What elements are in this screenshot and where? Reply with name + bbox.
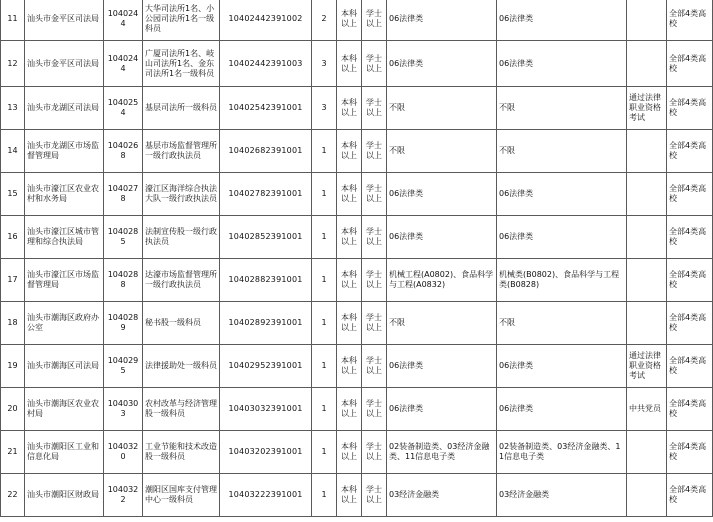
- major-grad-cell[interactable]: 06法律类: [497, 41, 627, 87]
- target-schools-cell[interactable]: 全部4类高校: [667, 388, 713, 431]
- position-code-cell[interactable]: 10403222391001: [220, 474, 312, 517]
- row-number-cell[interactable]: 19: [1, 345, 25, 388]
- row-number-cell[interactable]: 12: [1, 41, 25, 87]
- education-requirement-cell[interactable]: 本科以上: [337, 388, 362, 431]
- unit-code-cell[interactable]: 1040288: [104, 259, 143, 302]
- major-grad-cell[interactable]: 不限: [497, 87, 627, 130]
- hire-count-cell[interactable]: 2: [312, 0, 337, 41]
- row-number-cell[interactable]: 22: [1, 474, 25, 517]
- other-requirement-cell[interactable]: [627, 216, 667, 259]
- position-name-cell[interactable]: 广厦司法所1名、岐山司法所1名、金东司法所1名一级科员: [143, 41, 220, 87]
- major-undergrad-cell[interactable]: 不限: [387, 302, 497, 345]
- degree-requirement-cell[interactable]: 学士以上: [362, 259, 387, 302]
- hire-count-cell[interactable]: 3: [312, 41, 337, 87]
- unit-name-cell[interactable]: 汕头市潮海区政府办公室: [25, 302, 104, 345]
- target-schools-cell[interactable]: 全部4类高校: [667, 302, 713, 345]
- row-number-cell[interactable]: 11: [1, 0, 25, 41]
- degree-requirement-cell[interactable]: 学士以上: [362, 41, 387, 87]
- row-number-cell[interactable]: 14: [1, 130, 25, 173]
- major-grad-cell[interactable]: 06法律类: [497, 216, 627, 259]
- target-schools-cell[interactable]: 全部4类高校: [667, 345, 713, 388]
- unit-code-cell[interactable]: 1040254: [104, 87, 143, 130]
- target-schools-cell[interactable]: 全部4类高校: [667, 216, 713, 259]
- position-code-cell[interactable]: 10403032391001: [220, 388, 312, 431]
- unit-name-cell[interactable]: 汕头市金平区司法局: [25, 0, 104, 41]
- unit-code-cell[interactable]: 1040295: [104, 345, 143, 388]
- major-grad-cell[interactable]: 06法律类: [497, 388, 627, 431]
- hire-count-cell[interactable]: 3: [312, 87, 337, 130]
- unit-name-cell[interactable]: 汕头市潮阳区工业和信息化局: [25, 431, 104, 474]
- table-row: [1, 431, 713, 474]
- unit-name-cell[interactable]: 汕头市龙湖区司法局: [25, 87, 104, 130]
- position-code-cell[interactable]: 10402882391001: [220, 259, 312, 302]
- unit-code-cell[interactable]: 1040278: [104, 173, 143, 216]
- unit-name-cell[interactable]: 汕头市龙湖区市场监督管理局: [25, 130, 104, 173]
- target-schools-cell[interactable]: 全部4类高校: [667, 259, 713, 302]
- unit-name-cell[interactable]: 汕头市金平区司法局: [25, 41, 104, 87]
- position-code-cell[interactable]: 10403202391001: [220, 431, 312, 474]
- degree-requirement-cell[interactable]: 学士以上: [362, 388, 387, 431]
- major-grad-cell[interactable]: 不限: [497, 302, 627, 345]
- other-requirement-cell[interactable]: 通过法律职业资格考试: [627, 87, 667, 130]
- degree-requirement-cell[interactable]: 学士以上: [362, 216, 387, 259]
- position-code-cell[interactable]: 10402682391001: [220, 130, 312, 173]
- hire-count-cell[interactable]: 1: [312, 388, 337, 431]
- degree-requirement-cell[interactable]: 学士以上: [362, 474, 387, 517]
- position-name-cell[interactable]: 基层市场监督管理所一级行政执法员: [143, 130, 220, 173]
- table-row: [1, 302, 713, 345]
- position-name-cell[interactable]: 法制宣传股一级行政执法员: [143, 216, 220, 259]
- table-row: [1, 345, 713, 388]
- major-undergrad-cell[interactable]: 06法律类: [387, 41, 497, 87]
- education-requirement-cell[interactable]: 本科以上: [337, 0, 362, 41]
- education-requirement-cell[interactable]: 本科以上: [337, 345, 362, 388]
- unit-code-cell[interactable]: 1040244: [104, 41, 143, 87]
- table-row: [1, 216, 713, 259]
- unit-name-cell[interactable]: 汕头市濠江区城市管理和综合执法局: [25, 216, 104, 259]
- row-number-cell[interactable]: 16: [1, 216, 25, 259]
- major-grad-cell[interactable]: 06法律类: [497, 0, 627, 41]
- unit-name-cell[interactable]: 汕头市濠江区市场监督管理局: [25, 259, 104, 302]
- unit-code-cell[interactable]: 1040268: [104, 130, 143, 173]
- other-requirement-cell[interactable]: [627, 173, 667, 216]
- major-grad-cell[interactable]: 不限: [497, 130, 627, 173]
- education-requirement-cell[interactable]: 本科以上: [337, 41, 362, 87]
- major-undergrad-cell[interactable]: 06法律类: [387, 345, 497, 388]
- major-grad-cell[interactable]: 03经济金融类: [497, 474, 627, 517]
- degree-requirement-cell[interactable]: 学士以上: [362, 0, 387, 41]
- position-name-cell[interactable]: 农村改革与经济管理股一级科员: [143, 388, 220, 431]
- degree-requirement-cell[interactable]: 学士以上: [362, 87, 387, 130]
- row-number-cell[interactable]: 18: [1, 302, 25, 345]
- target-schools-cell[interactable]: 全部4类高校: [667, 173, 713, 216]
- target-schools-cell[interactable]: 全部4类高校: [667, 41, 713, 87]
- major-undergrad-cell[interactable]: 06法律类: [387, 173, 497, 216]
- major-undergrad-cell[interactable]: 不限: [387, 87, 497, 130]
- major-undergrad-cell[interactable]: 机械工程(A0802)、食品科学与工程(A0832): [387, 259, 497, 302]
- major-grad-cell[interactable]: 机械类(B0802)、食品科学与工程类(B0828): [497, 259, 627, 302]
- target-schools-cell[interactable]: 全部4类高校: [667, 87, 713, 130]
- education-requirement-cell[interactable]: 本科以上: [337, 87, 362, 130]
- major-grad-cell[interactable]: 06法律类: [497, 173, 627, 216]
- position-code-cell[interactable]: 10402542391001: [220, 87, 312, 130]
- unit-code-cell[interactable]: 1040303: [104, 388, 143, 431]
- hire-count-cell[interactable]: 1: [312, 474, 337, 517]
- education-requirement-cell[interactable]: 本科以上: [337, 474, 362, 517]
- position-name-cell[interactable]: 潮阳区国库支付管理中心一级科员: [143, 474, 220, 517]
- position-name-cell[interactable]: 基层司法所一级科员: [143, 87, 220, 130]
- table-row: [1, 474, 713, 517]
- major-undergrad-cell[interactable]: 02装备制造类、03经济金融类、11信息电子类: [387, 431, 497, 474]
- position-name-cell[interactable]: 大华司法所1名、小公园司法所1名一级科员: [143, 0, 220, 41]
- position-name-cell[interactable]: 达濠市场监督管理所一级行政执法员: [143, 259, 220, 302]
- position-code-cell[interactable]: 10402442391003: [220, 41, 312, 87]
- education-requirement-cell[interactable]: 本科以上: [337, 173, 362, 216]
- education-requirement-cell[interactable]: 本科以上: [337, 216, 362, 259]
- other-requirement-cell[interactable]: 中共党员: [627, 388, 667, 431]
- hire-count-cell[interactable]: 1: [312, 345, 337, 388]
- other-requirement-cell[interactable]: [627, 130, 667, 173]
- unit-code-cell[interactable]: 1040322: [104, 474, 143, 517]
- unit-code-cell[interactable]: 1040244: [104, 0, 143, 41]
- education-requirement-cell[interactable]: 本科以上: [337, 302, 362, 345]
- unit-name-cell[interactable]: 汕头市濠江区农业农村和水务局: [25, 173, 104, 216]
- major-grad-cell[interactable]: 06法律类: [497, 345, 627, 388]
- row-number-cell[interactable]: 20: [1, 388, 25, 431]
- table-row: [1, 388, 713, 431]
- education-requirement-cell[interactable]: 本科以上: [337, 130, 362, 173]
- position-code-cell[interactable]: 10402852391001: [220, 216, 312, 259]
- other-requirement-cell[interactable]: [627, 0, 667, 41]
- unit-code-cell[interactable]: 1040285: [104, 216, 143, 259]
- position-name-cell[interactable]: 法律援助处一级科员: [143, 345, 220, 388]
- hire-count-cell[interactable]: 1: [312, 302, 337, 345]
- unit-code-cell[interactable]: 1040289: [104, 302, 143, 345]
- position-code-cell[interactable]: 10402892391001: [220, 302, 312, 345]
- unit-name-cell[interactable]: 汕头市潮海区司法局: [25, 345, 104, 388]
- hire-count-cell[interactable]: 1: [312, 259, 337, 302]
- unit-name-cell[interactable]: 汕头市潮海区农业农村局: [25, 388, 104, 431]
- other-requirement-cell[interactable]: [627, 259, 667, 302]
- major-undergrad-cell[interactable]: 06法律类: [387, 216, 497, 259]
- table-row: [1, 173, 713, 216]
- table-row: [1, 259, 713, 302]
- table-row: [1, 0, 713, 41]
- table-row: [1, 87, 713, 130]
- other-requirement-cell[interactable]: [627, 431, 667, 474]
- degree-requirement-cell[interactable]: 学士以上: [362, 431, 387, 474]
- position-name-cell[interactable]: 工业节能和技术改造股一级科员: [143, 431, 220, 474]
- target-schools-cell[interactable]: 全部4类高校: [667, 0, 713, 41]
- major-undergrad-cell[interactable]: 06法律类: [387, 388, 497, 431]
- degree-requirement-cell[interactable]: 学士以上: [362, 302, 387, 345]
- degree-requirement-cell[interactable]: 学士以上: [362, 345, 387, 388]
- target-schools-cell[interactable]: 全部4类高校: [667, 431, 713, 474]
- major-undergrad-cell[interactable]: 不限: [387, 130, 497, 173]
- table-body: [1, 0, 713, 517]
- degree-requirement-cell[interactable]: 学士以上: [362, 130, 387, 173]
- position-code-cell[interactable]: 10402442391002: [220, 0, 312, 41]
- table-row: [1, 130, 713, 173]
- hire-count-cell[interactable]: 1: [312, 431, 337, 474]
- table-row: [1, 41, 713, 87]
- education-requirement-cell[interactable]: 本科以上: [337, 431, 362, 474]
- target-schools-cell[interactable]: 全部4类高校: [667, 130, 713, 173]
- other-requirement-cell[interactable]: [627, 302, 667, 345]
- row-number-cell[interactable]: 13: [1, 87, 25, 130]
- other-requirement-cell[interactable]: 通过法律职业资格考试: [627, 345, 667, 388]
- position-name-cell[interactable]: 秘书股一级科员: [143, 302, 220, 345]
- hire-count-cell[interactable]: 1: [312, 173, 337, 216]
- other-requirement-cell[interactable]: [627, 41, 667, 87]
- target-schools-cell[interactable]: 全部4类高校: [667, 474, 713, 517]
- unit-code-cell[interactable]: 1040320: [104, 431, 143, 474]
- other-requirement-cell[interactable]: [627, 474, 667, 517]
- position-code-cell[interactable]: 10402952391001: [220, 345, 312, 388]
- row-number-cell[interactable]: 17: [1, 259, 25, 302]
- position-code-cell[interactable]: 10402782391001: [220, 173, 312, 216]
- hire-count-cell[interactable]: 1: [312, 130, 337, 173]
- major-undergrad-cell[interactable]: 06法律类: [387, 0, 497, 41]
- row-number-cell[interactable]: 21: [1, 431, 25, 474]
- row-number-cell[interactable]: 15: [1, 173, 25, 216]
- degree-requirement-cell[interactable]: 学士以上: [362, 173, 387, 216]
- education-requirement-cell[interactable]: 本科以上: [337, 259, 362, 302]
- position-name-cell[interactable]: 濠江区海洋综合执法大队一级行政执法员: [143, 173, 220, 216]
- hire-count-cell[interactable]: 1: [312, 216, 337, 259]
- unit-name-cell[interactable]: 汕头市潮阳区财政局: [25, 474, 104, 517]
- major-undergrad-cell[interactable]: 03经济金融类: [387, 474, 497, 517]
- major-grad-cell[interactable]: 02装备制造类、03经济金融类、11信息电子类: [497, 431, 627, 474]
